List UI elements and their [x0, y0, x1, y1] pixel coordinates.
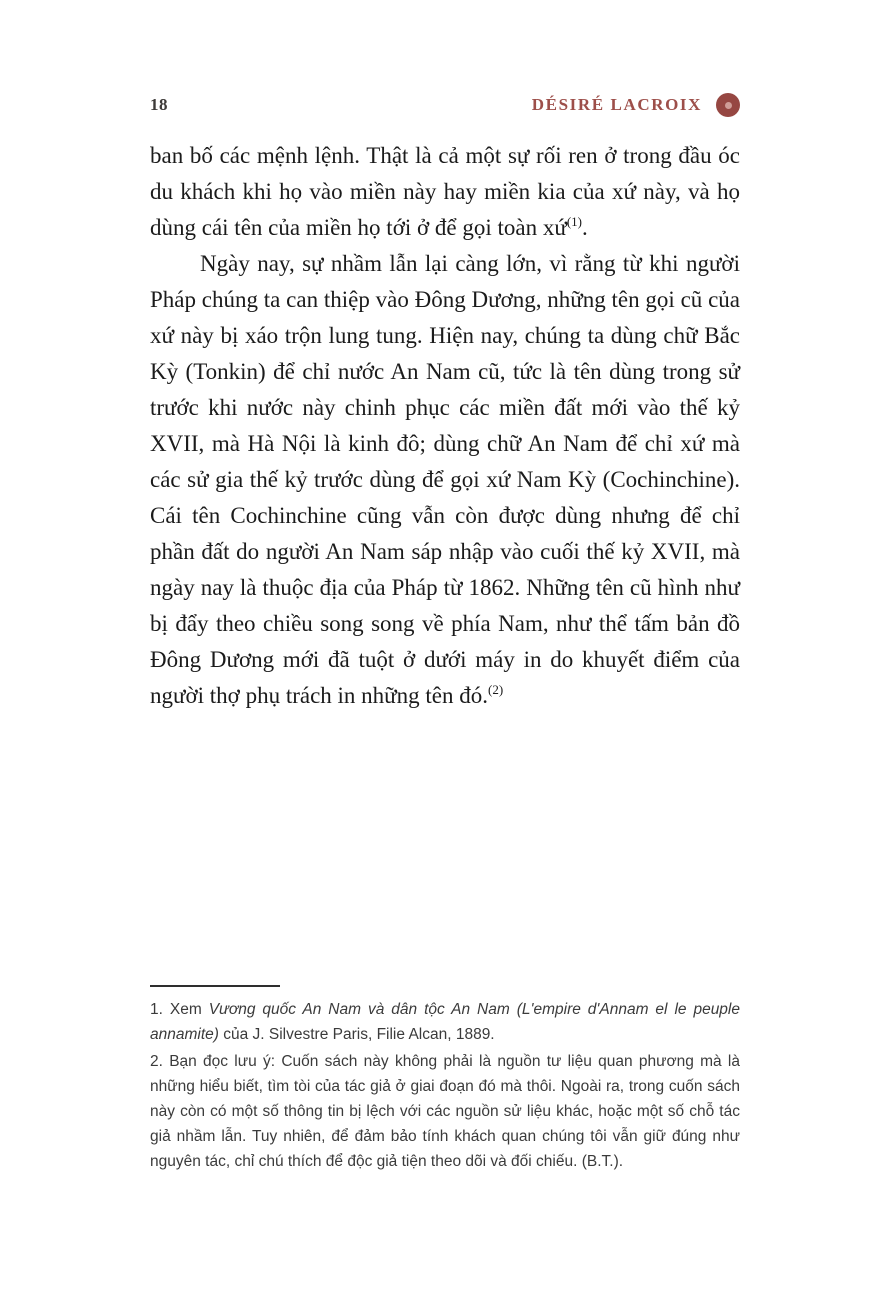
paragraph-2 [150, 246, 740, 714]
footnote-ref-1: (1) [566, 214, 583, 229]
footnote-1-rest: của J. Silvestre Paris, Filie Alcan, 1889. [218, 1026, 495, 1043]
page-number: 18 [150, 95, 168, 114]
paragraph-1-text: ban bố các mệnh lệnh. Thật là cả một sự rối ren ở trong đầu óc du khách khi họ vào miền này hay miền kia của xứ này, và họ dùng cái tên của miền họ tới ở để gọi toàn xứ [150, 143, 740, 240]
footnote-1 [150, 997, 740, 1047]
page-content [150, 92, 740, 714]
footnote-2-text: 2. Bạn đọc lưu ý: Cuốn sách này không phải là nguồn tư liệu quan phương mà là những hiểu biết, tìm tòi của tác giả ở giai đoạn đó mà thôi. Ngoài ra, trong cuốn sách này còn có một số thông tin bị lệch với các nguồn sử liệu khác, hoặc một số chỗ tác giả nhầm lẫn. Tuy nhiên, để đảm bảo tính khách quan chúng tôi vẫn giữ đúng như nguyên tác, chỉ chú thích để độc giả tiện theo dõi và đối chiếu. (B.T.). [150, 1053, 740, 1170]
paragraph-1 [150, 138, 740, 246]
page-header [150, 92, 740, 118]
header-right [532, 93, 740, 117]
author-name: DÉSIRÉ LACROIX [531, 95, 702, 114]
paragraph-1-after: . [582, 215, 588, 240]
footnote-1-prefix: 1. Xem [150, 1001, 209, 1018]
footnote-ref-2: (2) [488, 682, 504, 697]
footnote-2 [150, 1049, 740, 1174]
footnote-rule [150, 985, 280, 987]
footnotes [150, 985, 740, 1176]
body-text [150, 138, 740, 714]
paragraph-2-text: Ngày nay, sự nhầm lẫn lại càng lớn, vì rằng từ khi người Pháp chúng ta can thiệp vào Đông Dương, những tên gọi cũ của xứ này bị xáo trộn lung tung. Hiện nay, chúng ta dùng chữ Bắc Kỳ (Tonkin) để chỉ nước An Nam cũ, tức là tên dùng trong sử trước khi nước này chinh phục các miền đất mới vào thế kỷ XVII, mà Hà Nội là kinh đô; dùng chữ An Nam để chỉ xứ mà các sử gia thế kỷ trước dùng để gọi xứ Nam Kỳ (Cochinchine). Cái tên Cochinchine cũng vẫn còn được dùng nhưng để chỉ phần đất do người An Nam sáp nhập vào cuối thế kỷ XVII, mà ngày nay là thuộc địa của Pháp từ 1862. Những tên cũ hình như bị đẩy theo chiều song song về phía Nam, như thể tấm bản đồ Đông Dương mới đã tuột ở dưới máy in do khuyết điểm của người thợ phụ trách in những tên đó. [150, 251, 740, 708]
footnote-1-title: Vương quốc An Nam và dân tộc An Nam (L'empire d'Annam el le peuple annamite) [150, 1001, 740, 1043]
coin-icon [716, 93, 740, 117]
